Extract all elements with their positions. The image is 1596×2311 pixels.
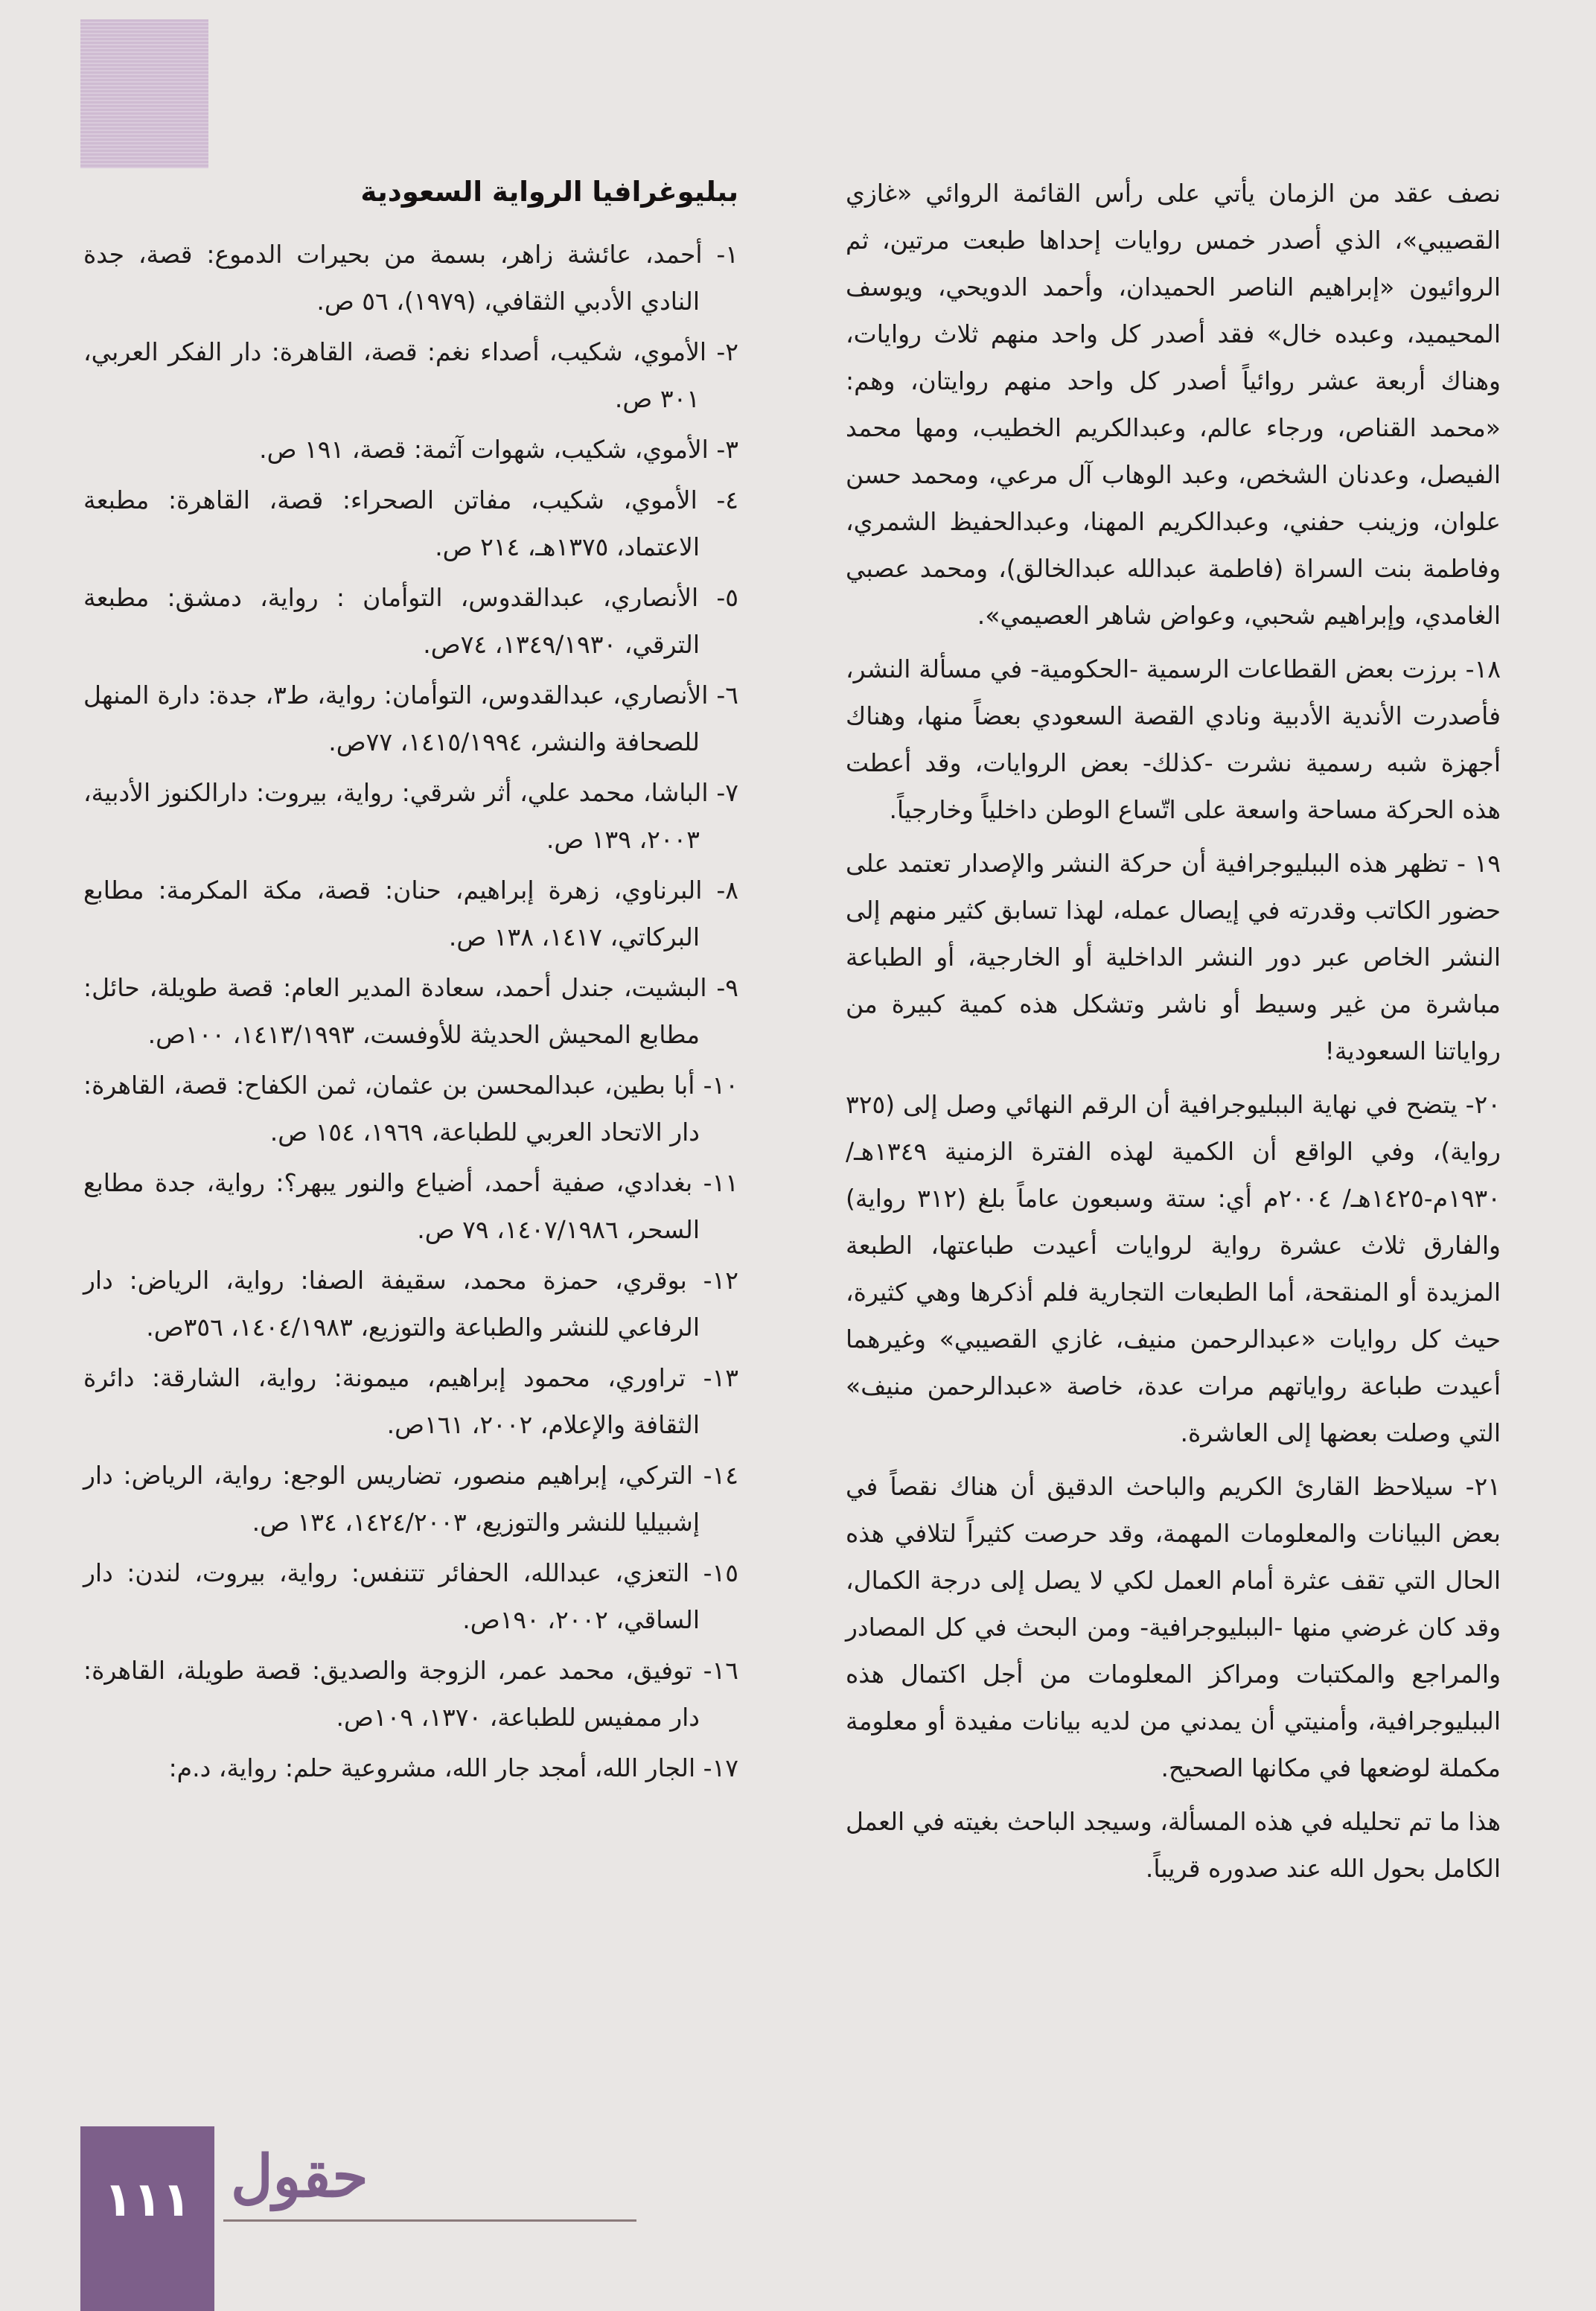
bibliography-entry: ١١- بغدادي، صفية أحمد، أضياع والنور يبهر؟: رواية، جدة مطابع السحر، ١٤٠٧/١٩٨٦، ٧٩ ص. <box>83 1168 738 1244</box>
bibliography-entry: ١٣- تراوري، محمود إبراهيم، ميمونة: رواية، الشارقة: دائرة الثقافة والإعلام، ٢٠٠٢، ١٦١ص. <box>83 1363 738 1439</box>
footer-divider <box>223 2219 636 2222</box>
bibliography-title: ببليوغرافيا الرواية السعودية <box>360 176 738 208</box>
bibliography-entry: ٤- الأموي، شكيب، مفاتن الصحراء: قصة، القاهرة: مطبعة الاعتماد، ١٣٧٥هـ، ٢١٤ ص. <box>83 485 738 561</box>
bibliography-entry: ٣- الأموي، شكيب، شهوات آثمة: قصة، ١٩١ ص. <box>259 435 738 464</box>
page-number: ١١١ <box>103 2173 191 2228</box>
bibliography-entry: ٨- البرناوي، زهرة إبراهيم، حنان: قصة، مكة المكرمة: مطابع البركاتي، ١٤١٧، ١٣٨ ص. <box>83 876 738 952</box>
analysis-paragraph: ١٩ - تظهر هذه الببليوجرافية أن حركة النشر والإصدار تعتمد على حضور الكاتب وقدرته في إيصال عمله، لهذا تسابق كثير منهم إلى النشر الخاص عبر دور النشر الداخلية أو الخارجية، أو الطباعة مباشرة من غير وسيط أو ناشر وتشكل هذه كمية كبيرة من رواياتنا السعودية! <box>846 849 1501 1065</box>
analysis-column <box>846 170 1501 1899</box>
bibliography-column <box>83 170 738 1795</box>
bibliography-entry: ٧- الباشا، محمد علي، أثر شرقي: رواية، بيروت: دارالكنوز الأدبية، ٢٠٠٣، ١٣٩ ص. <box>83 778 738 854</box>
bibliography-entry: ١- أحمد، عائشة زاهر، بسمة من بحيرات الدموع: قصة، جدة النادي الأدبي الثقافي، (١٩٧٩)، ٥٦ ص. <box>83 240 738 316</box>
bibliography-entry: ١٥- التعزي، عبدالله، الحفائر تتنفس: رواية، بيروت، لندن: دار الساقي، ٢٠٠٢، ١٩٠ص. <box>83 1558 738 1634</box>
analysis-paragraph: هذا ما تم تحليله في هذه المسألة، وسيجد الباحث بغيته في العمل الكامل بحول الله عند صدوره قريباً. <box>846 1807 1501 1883</box>
bibliography-entry: ١٢- بوقري، حمزة محمد، سقيفة الصفا: رواية، الرياض: دار الرفاعي للنشر والطباعة والتوزيع، ١٤٠٤/١٩٨٣، ٣٥٦ص. <box>83 1266 738 1342</box>
bibliography-entry: ٦- الأنصاري، عبدالقدوس، التوأمان: رواية، ط٣، جدة: دارة المنهل للصحافة والنشر، ١٤١٥/١٩٩٤، ٧٧ص. <box>83 680 739 756</box>
bibliography-entry: ١٦- توفيق، محمد عمر، الزوجة والصديق: قصة طويلة، القاهرة: دار ممفيس للطباعة، ١٣٧٠، ١٠٩ص. <box>83 1656 738 1732</box>
magazine-logo: حقول <box>231 2143 368 2210</box>
bibliography-entry: ١٤- التركي، إبراهيم منصور، تضاريس الوجع: رواية، الرياض: دار إشبيليا للنشر والتوزيع، ١٤٢٤/٢٠٠٣، ١٣٤ ص. <box>83 1461 738 1537</box>
decorative-corner-block <box>80 19 208 168</box>
bibliography-entry: ٩- البشيت، جندل أحمد، سعادة المدير العام: قصة طويلة، حائل: مطابع المحيش الحديثة للأوفست، ١٤١٣/١٩٩٣، ١٠٠ص. <box>83 973 738 1049</box>
analysis-paragraph: ١٨- برزت بعض القطاعات الرسمية -الحكومية- في مسألة النشر، فأصدرت الأندية الأدبية ونادي القصة السعودي بعضاً منها، وهناك أجهزة شبه رسمية نشرت -كذلك- بعض الروايات، وقد أعطت هذه الحركة مساحة واسعة على اتّساع الوطن داخلياً وخارجياً. <box>846 654 1501 824</box>
bibliography-entry: ٥- الأنصاري، عبدالقدوس، التوأمان : رواية، دمشق: مطبعة الترقي، ١٣٤٩/١٩٣٠، ٧٤ص. <box>83 583 738 659</box>
analysis-paragraph: ٢٠- يتضح في نهاية الببليوجرافية أن الرقم النهائي وصل إلى (٣٢٥ رواية)، وفي الواقع أن الكمية لهذه الفترة الزمنية ١٣٤٩هـ/ ١٩٣٠م-١٤٢٥هـ/ ٢٠٠٤م أي: ستة وسبعون عاماً بلغ (٣١٢ رواية) والفارق ثلاث عشرة رواية لروايات أعيدت طباعتها، الطبعة المزيدة أو المنقحة، أما الطبعات التجارية فلم أذكرها وهي كثيرة، حيث كل روايات «عبدالرحمن منيف، غازي القصيبي» وغيرهما أعيدت طباعة رواياتهم مرات عدة، خاصة «عبدالرحمن منيف» التي وصلت بعضها إلى العاشرة. <box>846 1090 1501 1447</box>
bibliography-entry: ٢- الأموي، شكيب، أصداء نغم: قصة، القاهرة: دار الفكر العربي، ٣٠١ ص. <box>83 337 738 413</box>
analysis-paragraph: نصف عقد من الزمان يأتي على رأس القائمة الروائي «غازي القصيبي»، الذي أصدر خمس روايات إحداها طبعت مرتين، ثم الروائيون «إبراهيم الناصر الحميدان، وأحمد الدويحي، ويوسف المحيميد، وعبده خال» فقد أصدر كل واحد منهم ثلاث روايات، وهناك أربعة عشر روائياً أصدر كل واحد منهم روايتان، وهم: «محمد القناص، ورجاء عالم، وعبدالكريم الخطيب، ومها محمد الفيصل، وعدنان الشخص، وعبد الوهاب آل مرعي، ومحمد حسن علوان، وزينب حفني، وعبدالكريم المهنا، وعبدالحفيظ الشمري، وفاطمة بنت السراة (فاطمة عبدالله عبدالخالق)، ومحمد عصبي الغامدي، وإبراهيم شحبي، وعواض شاهر العصيمي». <box>846 179 1501 630</box>
bibliography-entry: ١٠- أبا بطين، عبدالمحسن بن عثمان، ثمن الكفاح: قصة، القاهرة: دار الاتحاد العربي للطباعة، ١٩٦٩، ١٥٤ ص. <box>83 1071 738 1147</box>
analysis-paragraph: ٢١- سيلاحظ القارئ الكريم والباحث الدقيق أن هناك نقصاً في بعض البيانات والمعلومات المهمة، وقد حرصت كثيراً لتلافي هذه الحال التي تقف عثرة أمام العمل لكي لا يصل إلى درجة الكمال، وقد كان غرضي منها -الببليوجرافية- ومن البحث في كل المصادر والمراجع والمكتبات ومراكز المعلومات من أجل اكتمال هذه الببليوجرافية، وأمنيتي أن يمدني من لديه بيانات مفيدة أو معلومة مكملة لوضعها في مكانها الصحيح. <box>846 1472 1501 1782</box>
bibliography-entry: ١٧- الجار الله، أمجد جار الله، مشروعية حلم: رواية، د.م: <box>168 1753 738 1782</box>
